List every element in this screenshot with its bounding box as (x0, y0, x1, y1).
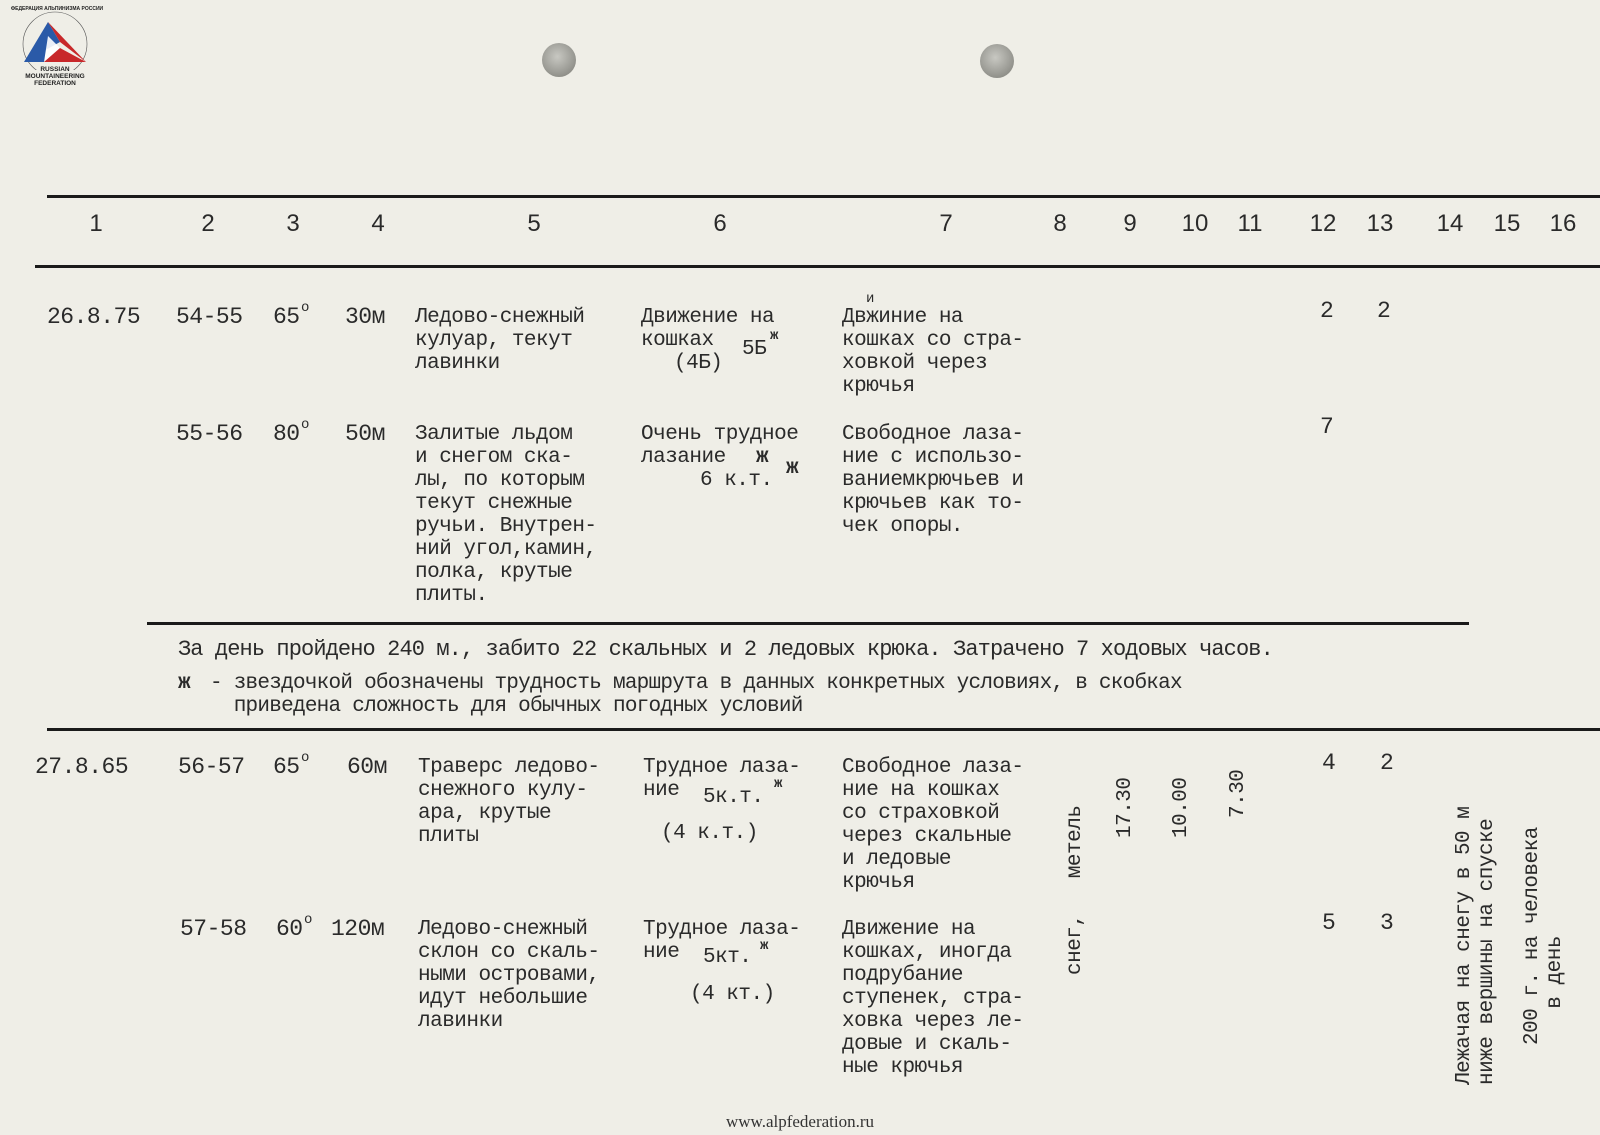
section-number: 54-55 (176, 304, 243, 330)
difficulty-asterisk-2: ж (786, 457, 799, 480)
difficulty-text: Трудное лаза- ние (643, 756, 801, 802)
col-13-value: 2 (1377, 298, 1391, 324)
day-summary-line: За день пройдено 240 м., забито 22 скальных и 2 ледовых крюка. Затрачено 7 ходовых часов. (178, 637, 1273, 662)
footnote-asterisk: ж (178, 672, 191, 695)
footnote-text: - звездочкой обозначены трудность маршрута в данных конкретных условиях, в скобках приведена сложность для обычных погодных условий (210, 672, 1182, 718)
difficulty-normal: (4Б) (674, 352, 723, 375)
slope-angle: 60 (276, 916, 303, 942)
technique-description: Свободное лаза- ние с использо- ваниемкрючьев и крючьев как то- чек опоры. (842, 423, 1024, 538)
end-time: 10.00 (1170, 777, 1193, 838)
difficulty-asterisk: ж (756, 446, 769, 469)
difficulty-grade: 5кт. (703, 946, 752, 969)
difficulty-asterisk: ж (774, 776, 783, 792)
logo-line-2: MOUNTAINEERING (25, 73, 85, 80)
col-12-value: 2 (1320, 298, 1334, 324)
header-top-rule (47, 195, 1600, 198)
section-length: 50м (345, 421, 385, 447)
terrain-description: Ледово-снежный склон со скаль- ными островами, идут небольшие лавинки (418, 918, 600, 1033)
col-header-5: 5 (527, 210, 541, 237)
col-header-9: 9 (1123, 210, 1137, 237)
bivouac-description: Лежачая на снегу в 50 м ниже вершины на спуске (1453, 806, 1499, 1085)
day-2-date: 27.8.65 (35, 754, 129, 780)
col-12-value: 7 (1320, 414, 1334, 440)
day-1-date: 26.8.75 (47, 304, 141, 330)
section-length: 30м (345, 304, 385, 330)
logo-line-3: FEDERATION (34, 80, 76, 87)
punch-hole-right (980, 44, 1014, 78)
degree-sign: o (301, 300, 310, 316)
degree-sign: o (301, 417, 310, 433)
col-header-14: 14 (1436, 210, 1464, 237)
col-13-value: 3 (1380, 910, 1394, 936)
col-header-16: 16 (1549, 210, 1577, 237)
col-header-8: 8 (1053, 210, 1067, 237)
difficulty-grade: 5Б (742, 338, 767, 361)
col-header-12: 12 (1309, 210, 1337, 237)
technique-description: Свободное лаза- ние на кошках со страховкой через скальные и ледовые крючья (842, 756, 1024, 894)
punch-hole-left (542, 43, 576, 77)
col-header-7: 7 (939, 210, 953, 237)
start-time: 17.30 (1114, 777, 1137, 838)
col-12-value: 5 (1322, 910, 1336, 936)
federation-logo (10, 6, 104, 88)
footer-website: www.alpfederation.ru (725, 1112, 875, 1131)
section-number: 55-56 (176, 421, 243, 447)
col-13-value: 2 (1380, 750, 1394, 776)
difficulty-asterisk: ж (760, 938, 769, 954)
slope-angle: 65 (273, 754, 300, 780)
col-header-2: 2 (201, 210, 215, 237)
degree-sign: o (304, 912, 313, 928)
mountain-logo-icon (10, 8, 100, 70)
difficulty-grade: 6 к.т. (700, 469, 773, 492)
difficulty-grade: 5к.т. (703, 786, 764, 809)
difficulty-text: Трудное лаза- ние (643, 918, 801, 964)
terrain-description: Залитые льдом и снегом ска- лы, по которым текут снежные ручьи. Внутрен- ний угол,камин, полка, крутые плиты. (415, 423, 597, 607)
difficulty-text: Движение на кошках (641, 306, 775, 352)
degree-sign: o (301, 750, 310, 766)
col-header-6: 6 (713, 210, 727, 237)
section-number: 57-58 (180, 916, 247, 942)
logo-arc-text: ФЕДЕРАЦИЯ АЛЬПИНИЗМА РОССИИ (10, 6, 104, 12)
terrain-description: Траверс ледово- снежного кулу- ара, крутые плиты (418, 756, 600, 848)
col-header-13: 13 (1366, 210, 1394, 237)
col-header-3: 3 (286, 210, 300, 237)
slope-angle: 65 (273, 304, 300, 330)
section-number: 56-57 (178, 754, 245, 780)
technique-description: Движение на кошках, иногда подрубание ступенек, стра- ховка через ле- довые и скаль- ные крючья (842, 918, 1024, 1079)
col-header-15: 15 (1493, 210, 1521, 237)
col-header-1: 1 (89, 210, 103, 237)
weather-conditions: снег, метель (1064, 805, 1087, 975)
col-12-value: 4 (1322, 750, 1336, 776)
technique-description: Двжиние на кошках со стра- ховкой через крючья (842, 306, 1024, 398)
header-bottom-rule (35, 265, 1600, 268)
col-header-10: 10 (1181, 210, 1209, 237)
col-header-4: 4 (371, 210, 385, 237)
col-header-11: 11 (1237, 210, 1263, 237)
food-ration: 200 г. на человека в день (1521, 827, 1567, 1045)
terrain-description: Ледово-снежный кулуар, текут лавинки (415, 306, 585, 375)
difficulty-text: Очень трудное лазание (641, 423, 799, 469)
difficulty-normal: (4 к.т.) (661, 822, 758, 845)
handwritten-correction: и (866, 291, 875, 307)
walking-hours: 7.30 (1227, 769, 1250, 818)
logo-line-1: RUSSIAN (40, 66, 70, 73)
difficulty-asterisk: ж (770, 328, 779, 344)
day-separator-rule (47, 728, 1600, 731)
section-length: 60м (347, 754, 387, 780)
summary-top-rule (147, 622, 1469, 625)
section-length: 120м (331, 916, 385, 942)
slope-angle: 80 (273, 421, 300, 447)
difficulty-normal: (4 кт.) (690, 983, 775, 1006)
